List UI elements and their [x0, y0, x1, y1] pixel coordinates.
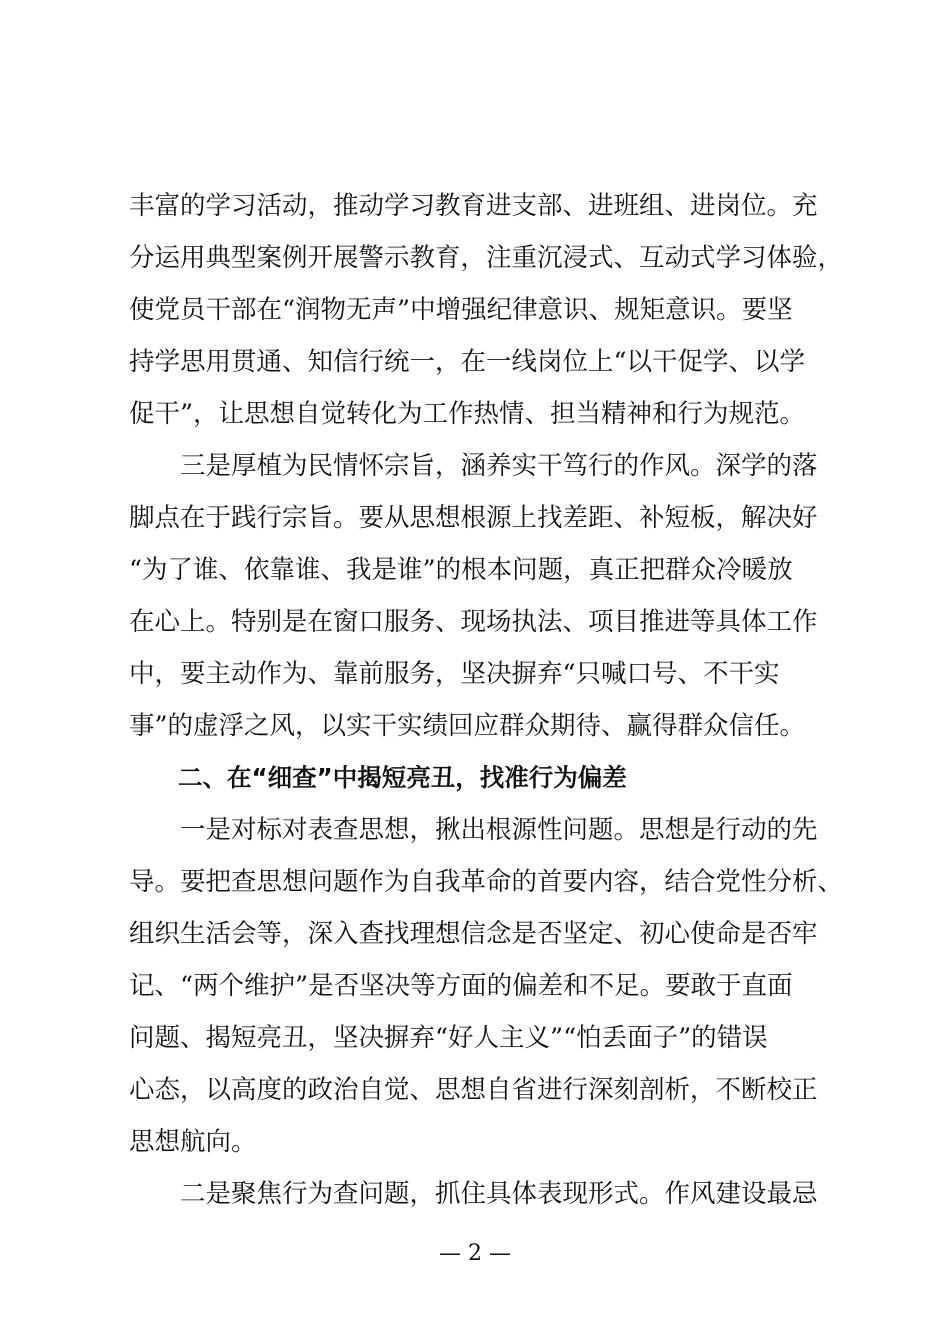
text-line: 使党员干部在“润物无声”中增强纪律意识、规矩意识。要坚: [129, 295, 793, 325]
text-line: 导。要把查思想问题作为自我革命的首要内容，结合党性分析、: [129, 867, 844, 897]
section-heading: 二、在“细查”中揭短亮丑，找准行为偏差: [129, 763, 627, 792]
text-line: 分运用典型案例开展警示教育，注重沉浸式、互动式学习体验，: [129, 243, 844, 273]
text-line: 中，要主动作为、靠前服务，坚决摒弃“只喊口号、不干实: [129, 659, 780, 689]
text-line: 三是厚植为民情怀宗旨，涵养实干笃行的作风。深学的落: [129, 451, 818, 481]
text-line: “为了谁、依靠谁、我是谁”的根本问题，真正把群众冷暖放: [129, 555, 793, 585]
text-line: 记、“两个维护”是否坚决等方面的偏差和不足。要敢于直面: [129, 971, 793, 1001]
text-line: 持学思用贯通、知信行统一，在一线岗位上“以干促学、以学: [129, 347, 806, 377]
text-line: 心态，以高度的政治自觉、思想自省进行深刻剖析，不断校正: [129, 1075, 818, 1105]
text-line: 促干”，让思想自觉转化为工作热情、担当精神和行为规范。: [129, 399, 806, 429]
text-line: 丰富的学习活动，推动学习教育进支部、进班组、进岗位。充: [129, 191, 818, 221]
text-line: 思想航向。: [129, 1127, 257, 1157]
text-line: 脚点在于践行宗旨。要从思想根源上找差距、补短板，解决好: [129, 503, 818, 533]
text-line: 二是聚焦行为查问题，抓住具体表现形式。作风建设最忌: [129, 1179, 818, 1209]
page-number: — 2 —: [439, 1241, 511, 1266]
text-line: 在心上。特别是在窗口服务、现场执法、项目推进等具体工作: [129, 607, 818, 637]
text-line: 组织生活会等，深入查找理想信念是否坚定、初心使命是否牢: [129, 919, 818, 949]
text-line: 事”的虚浮之风，以实干实绩回应群众期待、赢得群众信任。: [129, 711, 806, 741]
text-line: 一是对标对表查思想，揪出根源性问题。思想是行动的先: [129, 815, 818, 845]
text-line: 问题、揭短亮丑，坚决摒弃“好人主义”“怕丢面子”的错误: [129, 1023, 768, 1053]
